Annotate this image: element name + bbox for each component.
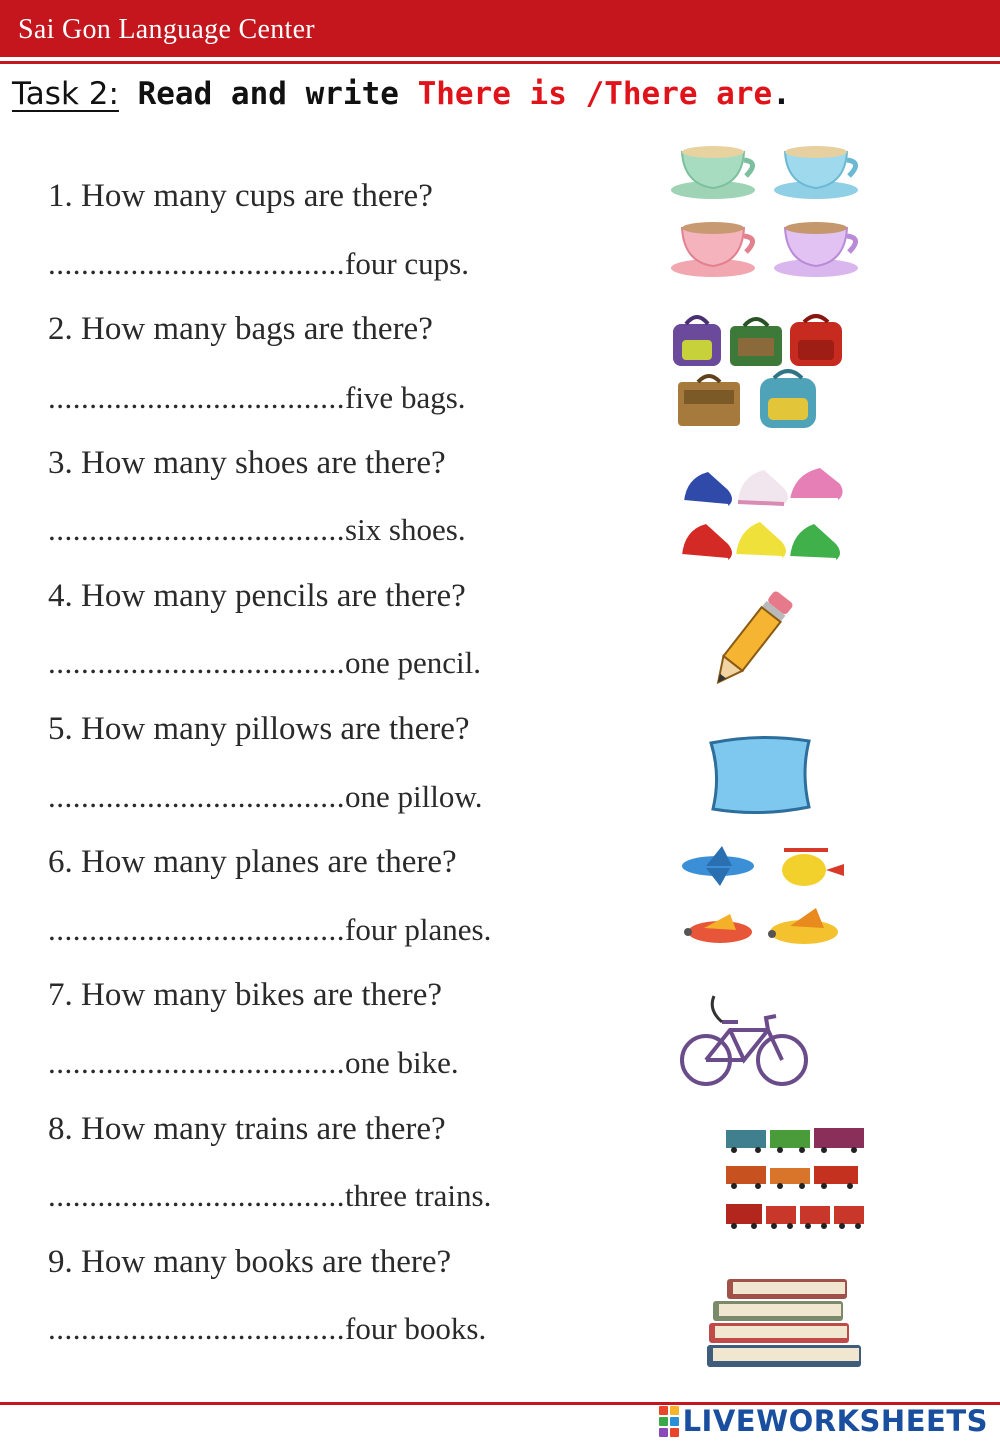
answer-blank-2[interactable]: .................................... bbox=[48, 380, 345, 415]
bag-icon bbox=[730, 319, 782, 366]
trains-illustration bbox=[722, 1120, 870, 1235]
pencil-icon bbox=[709, 590, 794, 690]
answer-text-8: three trains. bbox=[345, 1178, 492, 1213]
books-illustration bbox=[703, 1275, 868, 1375]
question-7: 7. How many bikes are there? bbox=[48, 977, 443, 1013]
task-end: . bbox=[772, 76, 791, 112]
plane-icon bbox=[768, 908, 838, 944]
helicopter-icon bbox=[782, 848, 844, 886]
book-icon bbox=[713, 1301, 843, 1321]
bag-icon bbox=[790, 316, 842, 366]
bag-icon bbox=[673, 317, 721, 366]
cup-icon bbox=[671, 146, 755, 199]
shoe-icon bbox=[736, 522, 786, 558]
answer-text-5: one pillow. bbox=[345, 779, 483, 814]
cup-icon bbox=[774, 146, 858, 199]
bike-illustration bbox=[678, 992, 813, 1092]
answer-text-7: one bike. bbox=[345, 1045, 459, 1080]
answer-line-3 bbox=[48, 512, 466, 548]
question-2: 2. How many bags are there? bbox=[48, 311, 433, 347]
task-label: Task 2: bbox=[12, 76, 119, 112]
plane-icon bbox=[684, 914, 752, 943]
answer-blank-1[interactable]: .................................... bbox=[48, 246, 345, 281]
question-9: 9. How many books are there? bbox=[48, 1244, 452, 1280]
question-8: 8. How many trains are there? bbox=[48, 1111, 446, 1147]
plane-icon bbox=[682, 846, 754, 886]
answer-line-2 bbox=[48, 380, 466, 416]
task-heading bbox=[12, 76, 791, 112]
answer-blank-3[interactable]: .................................... bbox=[48, 512, 345, 547]
pillow-illustration bbox=[705, 733, 815, 818]
answer-line-4 bbox=[48, 645, 481, 681]
answer-text-3: six shoes. bbox=[345, 512, 466, 547]
footer-brand[interactable] bbox=[659, 1404, 988, 1438]
answer-text-2: five bags. bbox=[345, 380, 466, 415]
book-icon bbox=[709, 1323, 849, 1343]
answer-blank-8[interactable]: .................................... bbox=[48, 1178, 345, 1213]
question-1: 1. How many cups are there? bbox=[48, 178, 433, 214]
answer-blank-6[interactable]: .................................... bbox=[48, 912, 345, 947]
cups-illustration bbox=[668, 140, 868, 280]
answer-blank-4[interactable]: .................................... bbox=[48, 645, 345, 680]
answer-text-1: four cups. bbox=[345, 246, 469, 281]
task-instruction: Read and write bbox=[118, 76, 418, 112]
answer-line-5 bbox=[48, 779, 482, 815]
shoe-icon bbox=[738, 470, 788, 504]
shoes-illustration bbox=[678, 460, 848, 575]
pillow-icon bbox=[711, 737, 809, 812]
cup-icon bbox=[774, 222, 858, 277]
shoe-icon bbox=[790, 524, 840, 560]
question-5: 5. How many pillows are there? bbox=[48, 711, 470, 747]
answer-blank-9[interactable]: .................................... bbox=[48, 1311, 345, 1346]
footer-brand-text: LIVEWORKSHEETS bbox=[682, 1404, 988, 1438]
answer-blank-5[interactable]: .................................... bbox=[48, 779, 345, 814]
question-3: 3. How many shoes are there? bbox=[48, 445, 446, 481]
bags-illustration bbox=[668, 310, 858, 435]
bag-icon bbox=[678, 376, 740, 426]
cup-icon bbox=[671, 222, 755, 277]
question-6: 6. How many planes are there? bbox=[48, 844, 457, 880]
train-icon bbox=[726, 1128, 864, 1153]
task-highlight: There is /There are bbox=[417, 76, 773, 112]
bag-icon bbox=[760, 371, 816, 428]
shoe-icon bbox=[682, 524, 732, 560]
planes-illustration bbox=[676, 842, 851, 962]
shoe-icon bbox=[684, 472, 732, 506]
answer-line-1 bbox=[48, 246, 469, 282]
train-icon bbox=[726, 1204, 864, 1229]
answer-text-9: four books. bbox=[345, 1311, 487, 1346]
shoe-icon bbox=[790, 468, 843, 500]
answer-line-7 bbox=[48, 1045, 459, 1081]
header-divider bbox=[0, 61, 1000, 64]
answer-line-9 bbox=[48, 1311, 486, 1347]
header-title: Sai Gon Language Center bbox=[18, 14, 315, 45]
answer-text-4: one pencil. bbox=[345, 645, 482, 680]
train-icon bbox=[726, 1166, 858, 1189]
answer-line-8 bbox=[48, 1178, 491, 1214]
question-4: 4. How many pencils are there? bbox=[48, 578, 466, 614]
bike-icon bbox=[682, 996, 806, 1084]
pencil-illustration bbox=[700, 582, 805, 697]
liveworksheets-logo-icon bbox=[659, 1406, 679, 1437]
answer-blank-7[interactable]: .................................... bbox=[48, 1045, 345, 1080]
header-bar bbox=[0, 0, 1000, 57]
answer-text-6: four planes. bbox=[345, 912, 492, 947]
book-icon bbox=[727, 1279, 847, 1299]
book-icon bbox=[707, 1345, 861, 1367]
answer-line-6 bbox=[48, 912, 491, 948]
